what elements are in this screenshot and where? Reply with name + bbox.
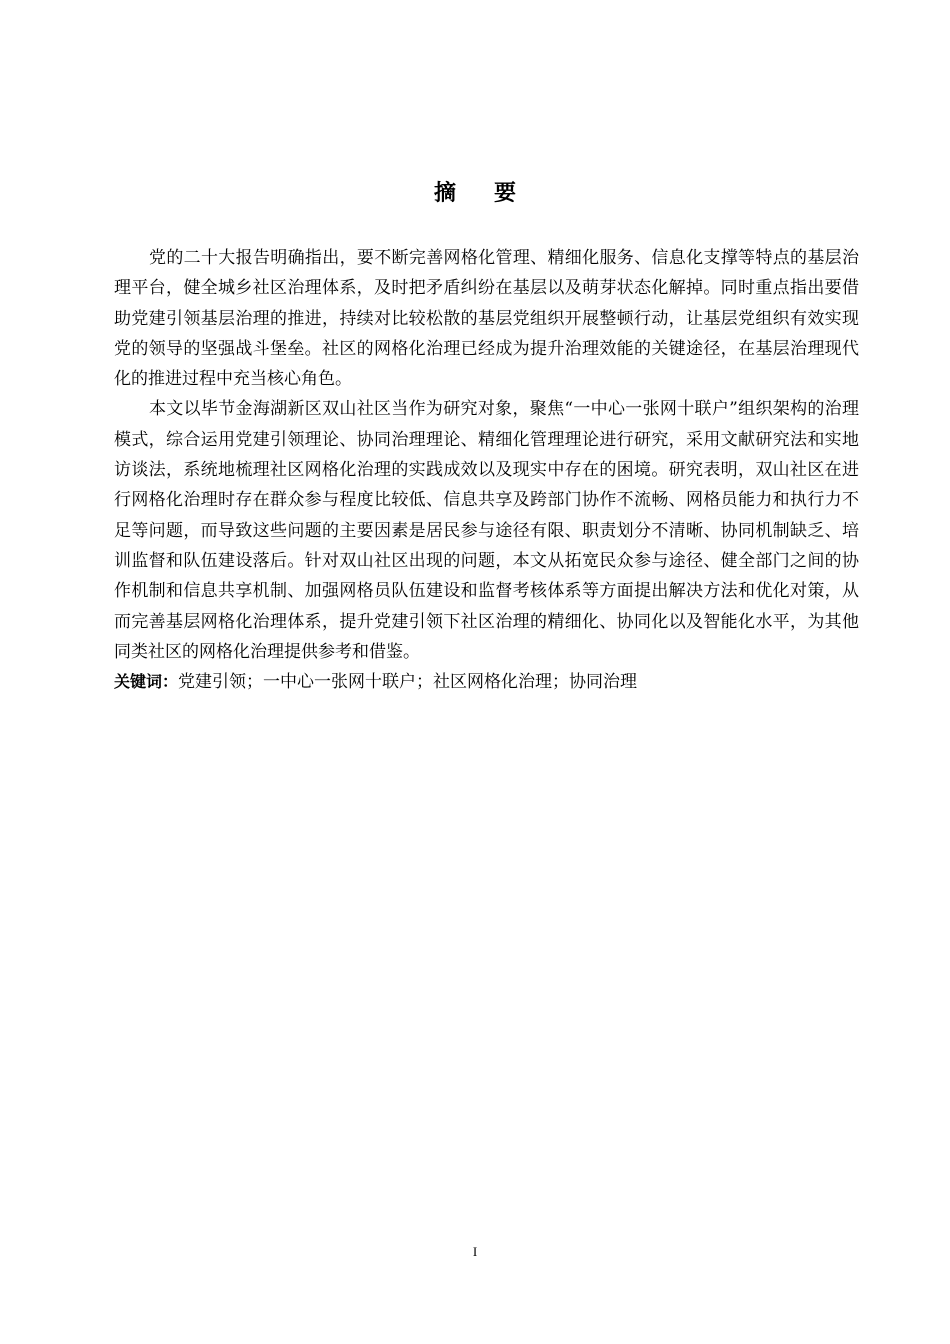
page-number: I <box>472 1244 478 1259</box>
abstract-title: 摘要 <box>433 181 554 206</box>
abstract-paragraph-2: 本文以毕节金海湖新区双山社区当作为研究对象，聚焦“一中心一张网十联户”组织架构的治理模式，综合运用党建引领理论、协同治理理论、精细化管理理论进行研究，采用文献研究法和实地访谈法，系统地梳理社区网格化治理的实践成效以及现实中存在的困境。研究表明，双山社区在进行网格化治理时存在群众参与程度比较低、信息共享及跨部门协作不流畅、网格员能力和执行力不足等问题，而导致这些问题的主要因素是居民参与途径有限、职责划分不清晰、协同机制缺乏、培训监督和队伍建设落后。针对双山社区出现的问题，本文从拓宽民众参与途径、健全部门之间的协作机制和信息共享机制、加强网格员队伍建设和监督考核体系等方面提出解决方法和优化对策，从而完善基层网格化治理体系，提升党建引领下社区治理的精细化、协同化以及智能化水平，为其他同类社区的网格化治理提供参考和借鉴。 <box>114 399 859 662</box>
keywords-text: 党建引领；一中心一张网十联户；社区网格化治理；协同治理 <box>178 672 638 693</box>
keywords-line <box>114 667 859 697</box>
abstract-body <box>114 243 859 697</box>
keywords-label: 关键词： <box>114 672 179 692</box>
abstract-paragraph-1: 党的二十大报告明确指出，要不断完善网格化管理、精细化服务、信息化支撑等特点的基层治理平台，健全城乡社区治理体系，及时把矛盾纠纷在基层以及萌芽状态化解掉。同时重点指出要借助党建引领基层治理的推进，持续对比较松散的基层党组织开展整顿行动，让基层党组织有效实现党的领导的坚强战斗堡垒。社区的网格化治理已经成为提升治理效能的关键途径，在基层治理现代化的推进过程中充当核心角色。 <box>114 248 859 390</box>
